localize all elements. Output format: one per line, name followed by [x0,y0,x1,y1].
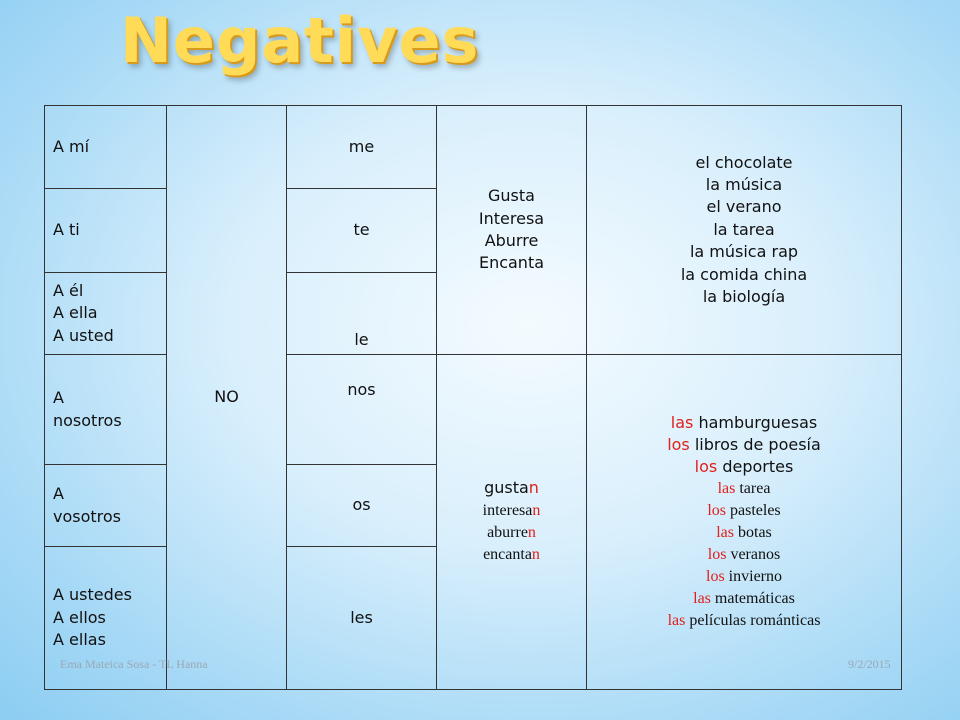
footer-author: Ema Mateica Sosa - TL Hanna [60,657,208,671]
article: los [694,456,718,476]
noun: pasteles [730,501,781,519]
footer-date: 9/2/2015 [848,657,891,671]
subject-text: A ellos [53,607,106,627]
verb-ending: n [532,501,541,519]
noun-text: el chocolate [695,152,793,172]
negatives-table [44,105,902,690]
subject-cell [45,273,167,355]
subject-text: A mí [53,136,90,156]
subject-text: vosotros [53,506,122,526]
noun-text [595,610,893,632]
verb-ending: n [528,478,539,498]
no-cell [167,106,287,690]
noun: hamburguesas [698,412,818,432]
verb-text: Aburre [484,231,539,250]
article: los [706,568,725,586]
article: las [716,524,734,541]
subject-text: nosotros [53,410,122,430]
verb-text [445,544,578,566]
pronoun-text: les [350,607,373,627]
noun-text [595,412,893,434]
plural-nouns-cell [587,355,902,690]
subject-text: A ella [53,303,98,323]
noun-text [595,522,893,544]
plural-verbs-cell [437,355,587,690]
noun-text: el verano [706,197,782,217]
noun-text [595,588,893,610]
verb-text [445,522,578,544]
noun-text: la comida china [680,264,808,284]
article: las [693,590,711,608]
verb-ending: n [527,524,536,541]
noun: películas románticas [689,612,821,630]
pronoun-cell [287,189,437,273]
subject-cell [45,465,167,547]
pronoun-cell [287,273,437,355]
noun-text [595,478,893,500]
verb-stem: aburre [487,524,528,541]
verb-stem: interesa [482,501,533,519]
singular-nouns-cell [587,106,902,355]
noun-text: la música [705,175,783,195]
subject-text: A ustedes [53,585,132,605]
noun-text: la biología [702,286,786,306]
noun: deportes [722,456,794,476]
pronoun-cell [287,355,437,465]
pronoun-text: os [352,495,371,515]
pronoun-text: le [354,329,369,349]
subject-cell [45,106,167,189]
noun-text [595,500,893,522]
pronoun-text: te [353,220,370,240]
no-label: NO [214,387,239,407]
pronoun-cell [287,547,437,690]
noun-text: la tarea [713,219,775,239]
subject-text: A usted [53,325,114,345]
noun-text [595,566,893,588]
article: los [667,434,690,454]
subject-cell [45,355,167,465]
noun-text [595,544,893,566]
article: los [707,546,727,564]
noun: libros de poesía [694,434,821,454]
pronoun-cell [287,106,437,189]
verb-text: Gusta [488,186,535,206]
article: los [707,501,726,519]
table-row [45,106,902,189]
verb-ending: n [531,546,540,564]
noun: botas [738,524,772,541]
noun: tarea [739,479,771,497]
subject-text: A [53,484,64,504]
verb-text: Interesa [478,208,545,228]
noun: veranos [730,546,781,564]
subject-text: A ti [53,220,80,240]
verb-text [445,500,578,522]
article: las [717,479,736,497]
noun-text [595,456,893,478]
verb-stem: encanta [483,546,532,564]
noun-text [595,434,893,456]
article: las [667,612,686,630]
subject-text: A él [53,280,84,300]
subject-cell [45,189,167,273]
subject-text: A [53,388,64,408]
pronoun-cell [287,465,437,547]
pronoun-text: nos [347,380,376,399]
slide-title: Negatives [120,4,480,77]
verb-stem: gusta [484,478,529,498]
subject-text: A ellas [53,630,106,650]
verb-text: Encanta [478,253,545,273]
noun-text: la música rap [689,242,799,262]
noun: matemáticas [714,590,795,608]
singular-verbs-cell [437,106,587,355]
verb-text [445,477,578,499]
noun: invierno [728,568,782,586]
article: las [670,412,694,432]
pronoun-text: me [348,136,375,156]
